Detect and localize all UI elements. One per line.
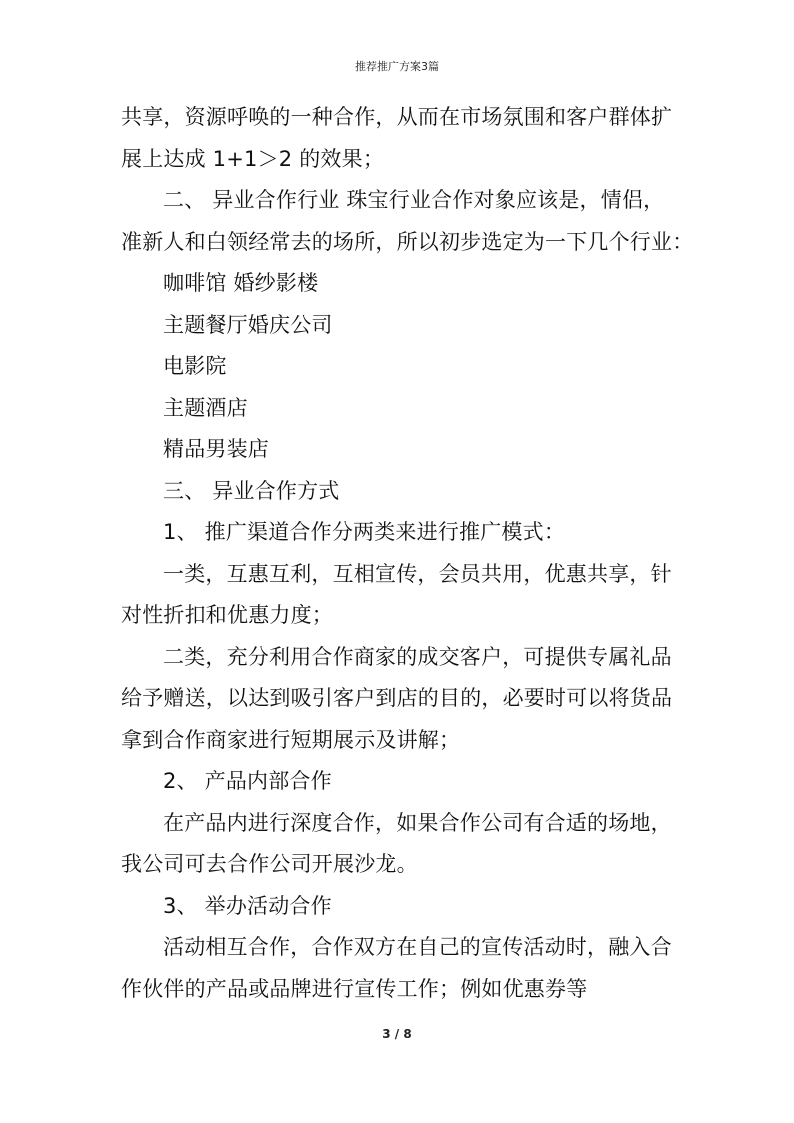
document-body: [121, 97, 694, 1010]
paragraph-line: 在产品内进行深度合作，如果合作公司有合适的场地，: [163, 810, 672, 835]
paragraph-line: 二类，充分利用合作商家的成交客户，可提供专属礼品: [163, 644, 672, 669]
section-heading-line: 二、 异业合作行业 珠宝行业合作对象应该是，情侣，: [163, 188, 665, 212]
subsection-heading: 2、 产品内部合作: [163, 769, 332, 793]
section-heading: 三、 异业合作方式: [163, 478, 340, 503]
page-number: 3 / 8: [382, 1027, 412, 1041]
paragraph-line: 活动相互合作，合作双方在自己的宣传活动时，融入合: [163, 935, 672, 959]
list-item: 咖啡馆 婚纱影楼: [163, 271, 319, 295]
paragraph-line: 准新人和白领经常去的场所，所以初步选定为一下几个行业：: [121, 229, 694, 254]
list-item: 电影院: [163, 354, 227, 378]
paragraph-line: 一类，互惠互利，互相宣传，会员共用，优惠共享，针: [163, 561, 672, 586]
paragraph-line: 作伙伴的产品或品牌进行宣传工作；例如优惠券等: [121, 976, 588, 1001]
page-header-title: 推荐推广方案3篇: [355, 60, 439, 73]
paragraph-line: 拿到合作商家进行短期展示及讲解；: [121, 727, 461, 752]
paragraph-line: 给予赠送，以达到吸引客户到店的目的，必要时可以将货品: [121, 686, 673, 710]
subsection-heading: 3、 举办活动合作: [163, 893, 332, 918]
list-item: 主题餐厅婚庆公司: [163, 312, 333, 337]
subsection-heading: 1、 推广渠道合作分两类来进行推广模式：: [163, 520, 566, 544]
list-item: 精品男装店: [163, 437, 269, 461]
paragraph-line: 展上达成 1+1＞2 的效果；: [121, 146, 385, 171]
paragraph-line: 共享，资源呼唤的一种合作，从而在市场氛围和客户群体扩: [121, 105, 673, 129]
paragraph-line: 我公司可去合作公司开展沙龙。: [121, 852, 418, 876]
paragraph-line: 对性折扣和优惠力度；: [121, 603, 333, 627]
list-item: 主题酒店: [163, 395, 248, 420]
